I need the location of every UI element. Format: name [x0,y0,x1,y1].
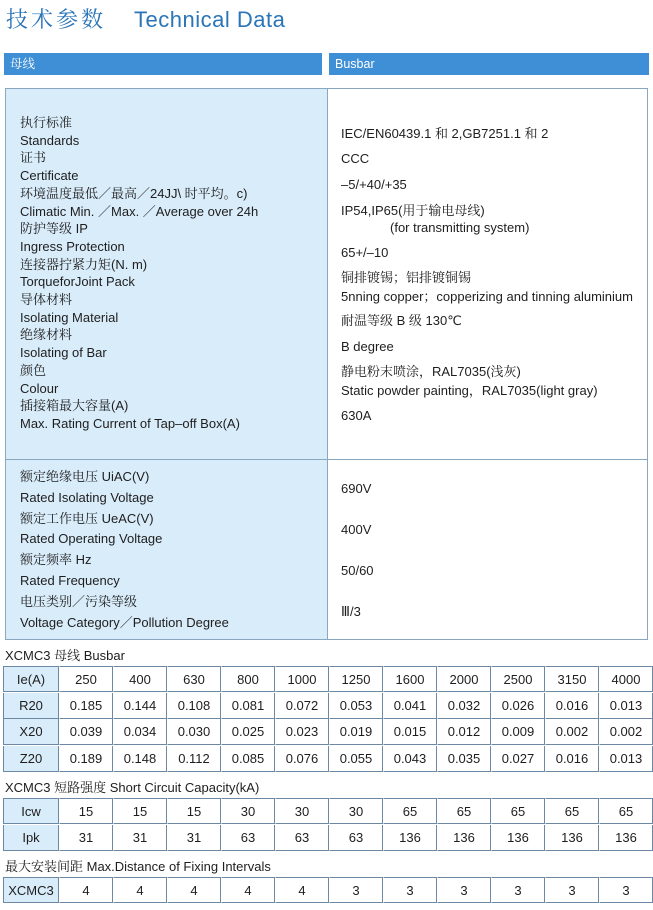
row-label: Icw [3,798,59,824]
specs-values [328,89,647,459]
ratings-labels [6,460,328,639]
rating-value: Ⅲ/3 [341,604,361,619]
table-cell: 0.189 [59,746,113,772]
title-en: Technical Data [134,7,286,32]
short-circuit-table-caption: XCMC3 短路强度 Short Circuit Capacity(kA) [5,780,260,795]
spec-label: Certificate [20,168,79,184]
table-cell: 0.015 [383,719,437,745]
row-label: X20 [3,719,59,745]
spec-label: TorqueforJoint Pack [20,274,135,290]
rating-label: Rated Isolating Voltage [20,489,154,505]
table-cell: 0.023 [275,719,329,745]
table-cell: 4000 [599,666,653,692]
table-cell: 0.002 [599,719,653,745]
table-cell: 0.026 [491,693,545,719]
rating-label: 额定频率 Hz [20,552,92,568]
table-cell: 0.043 [383,746,437,772]
table-row [0,719,653,745]
table-cell: 4 [221,877,275,903]
spec-label: 执行标准 [20,115,73,130]
spec-label: 绝缘材料 [20,327,73,343]
table-cell: 4 [167,877,221,903]
spec-label: Isolating of Bar [20,345,107,361]
spec-label: 颜色 [20,362,47,378]
table-cell: 30 [329,798,383,824]
row-label: Z20 [3,746,59,772]
spec-label: 防护等级 IP [20,221,88,237]
fixing-table-caption: 最大安装间距 Max.Distance of Fixing Intervals [5,859,271,874]
ratings-box [5,460,648,640]
rating-value: 400V [341,522,372,537]
spec-value: 铜排镀锡；铝排镀铜锡 [341,270,472,285]
table-cell: 63 [275,825,329,851]
table-cell: 400 [113,666,167,692]
spec-value: 耐温等级 B 级 130℃ [341,313,462,328]
table-cell: 1600 [383,666,437,692]
table-cell: 3 [437,877,491,903]
specs-box [5,88,648,460]
section-bar-cn: 母线 [4,53,322,75]
table-cell: 0.016 [545,746,599,772]
table-row [0,746,653,772]
rating-value: 50/60 [341,563,374,578]
table-cell: 0.072 [275,693,329,719]
rating-label: Voltage Category／Pollution Degree [20,614,229,630]
row-label: XCMC3 [3,877,59,903]
table-cell: 136 [383,825,437,851]
spec-label: 插接箱最大容量(A) [20,398,129,414]
table-cell: 3150 [545,666,599,692]
spec-value: 静电粉末喷涂，RAL7035(浅灰) [341,364,521,379]
table-cell: 0.185 [59,693,113,719]
rating-label: Rated Operating Voltage [20,531,163,547]
table-cell: 630 [167,666,221,692]
spec-value: IEC/EN60439.1 和 2,GB7251.1 和 2 [341,126,549,141]
busbar-table-caption: XCMC3 母线 Busbar [5,648,125,663]
table-row [0,666,653,692]
table-cell: 1250 [329,666,383,692]
table-cell: 0.053 [329,693,383,719]
spec-label: 环境温度最低／最高／24JJ\ 时平均。c) [20,185,248,201]
table-cell: 65 [491,798,545,824]
table-cell: 0.112 [167,746,221,772]
rating-label: 额定工作电压 UeAC(V) [20,510,154,526]
spec-value: –5/+40/+35 [341,177,407,192]
table-cell: 2500 [491,666,545,692]
table-cell: 0.009 [491,719,545,745]
table-cell: 136 [437,825,491,851]
rating-value: 690V [341,481,372,496]
section-bar-en: Busbar [329,53,649,75]
table-cell: 65 [383,798,437,824]
table-cell: 0.030 [167,719,221,745]
table-cell: 0.002 [545,719,599,745]
table-cell: 0.013 [599,746,653,772]
table-row [0,825,653,851]
table-cell: 0.085 [221,746,275,772]
table-cell: 15 [167,798,221,824]
table-cell: 0.144 [113,693,167,719]
spec-value: 5nning copper；copperizing and tinning aluminium [341,289,633,304]
table-cell: 4 [59,877,113,903]
table-cell: 0.025 [221,719,275,745]
table-cell: 0.108 [167,693,221,719]
table-cell: 4 [113,877,167,903]
table-cell: 3 [599,877,653,903]
row-label: Ie(A) [3,666,59,692]
table-cell: 2000 [437,666,491,692]
table-row [0,877,653,903]
table-row [0,693,653,719]
spec-label: Max. Rating Current of Tap–off Box(A) [20,415,240,431]
spec-label: 导体材料 [20,292,73,307]
table-cell: 15 [59,798,113,824]
table-cell: 0.041 [383,693,437,719]
table-cell: 136 [599,825,653,851]
spec-label: 连接器拧紧力矩(N. m) [20,256,148,272]
spec-label: Isolating Material [20,309,119,325]
spec-value: B degree [341,339,394,354]
spec-label: Standards [20,132,80,148]
table-cell: 65 [599,798,653,824]
table-cell: 3 [383,877,437,903]
spec-value: CCC [341,151,370,166]
spec-label: 证书 [20,150,47,166]
table-cell: 800 [221,666,275,692]
table-cell: 4 [275,877,329,903]
table-cell: 3 [545,877,599,903]
table-cell: 65 [545,798,599,824]
table-cell: 31 [113,825,167,851]
table-cell: 0.012 [437,719,491,745]
table-cell: 0.016 [545,693,599,719]
table-cell: 3 [329,877,383,903]
table-cell: 3 [491,877,545,903]
table-cell: 0.032 [437,693,491,719]
row-label: Ipk [3,825,59,851]
spec-label: Climatic Min. ／Max. ／Average over 24h [20,203,259,219]
spec-value: 65+/–10 [341,245,389,260]
table-cell: 0.019 [329,719,383,745]
table-cell: 65 [437,798,491,824]
table-cell: 1000 [275,666,329,692]
table-cell: 0.081 [221,693,275,719]
table-cell: 136 [545,825,599,851]
rating-label: 电压类别／污染等级 [20,593,138,609]
table-cell: 136 [491,825,545,851]
spec-label: Ingress Protection [20,238,125,254]
spec-value: IP54,IP65(用于输电母线) [341,203,485,218]
spec-value: Static powder painting，RAL7035(light gray) [341,383,598,398]
table-cell: 0.035 [437,746,491,772]
table-cell: 0.013 [599,693,653,719]
table-cell: 30 [221,798,275,824]
page-title [6,3,285,31]
table-cell: 250 [59,666,113,692]
table-cell: 31 [167,825,221,851]
ratings-values [328,460,647,639]
rating-label: 额定绝缘电压 UiAC(V) [20,469,150,484]
title-cn: 技术参数 [6,7,107,32]
spec-value: (for transmitting system) [390,220,530,235]
row-label: R20 [3,693,59,719]
spec-value: 630A [341,408,372,423]
table-cell: 0.148 [113,746,167,772]
table-cell: 0.034 [113,719,167,745]
table-cell: 0.055 [329,746,383,772]
table-cell: 0.039 [59,719,113,745]
rating-label: Rated Frequency [20,573,120,588]
spec-label: Colour [20,380,59,396]
table-cell: 0.076 [275,746,329,772]
table-cell: 0.027 [491,746,545,772]
table-row [0,798,653,824]
table-cell: 63 [329,825,383,851]
table-cell: 31 [59,825,113,851]
table-cell: 63 [221,825,275,851]
specs-labels [6,89,328,459]
table-cell: 15 [113,798,167,824]
table-cell: 30 [275,798,329,824]
